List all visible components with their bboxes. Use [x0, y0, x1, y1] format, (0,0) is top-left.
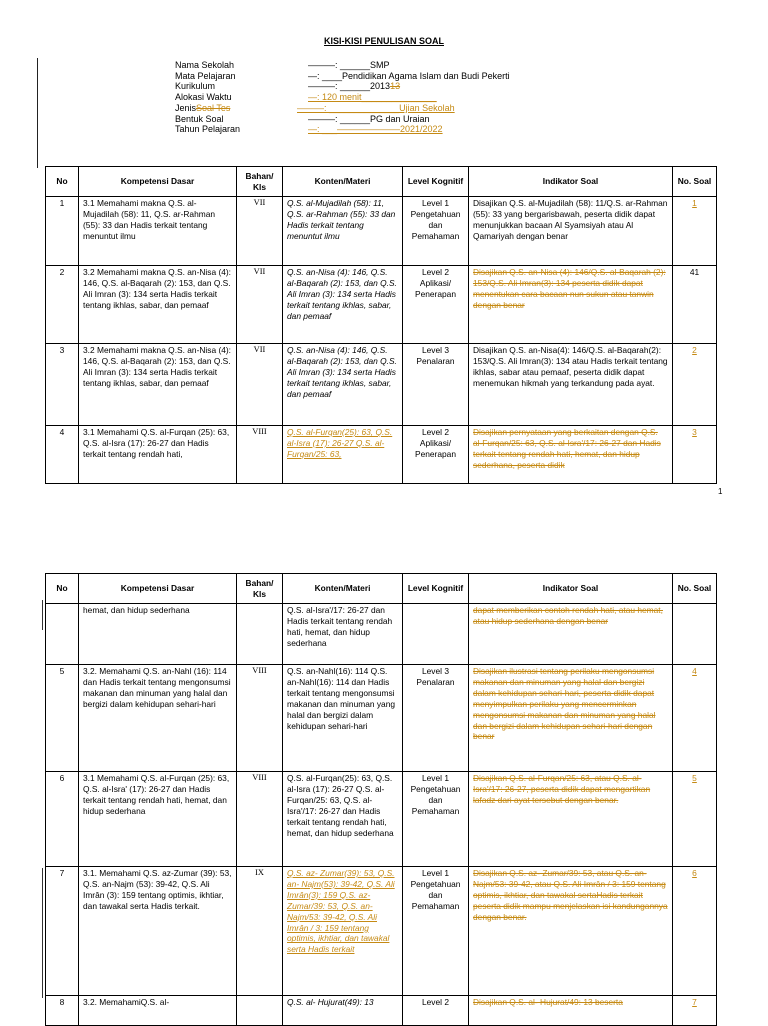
header-no-soal: No. Soal [673, 167, 717, 197]
info-value: ———: ______SMP [308, 60, 390, 70]
cell-kompetensi-dasar: 3.2 Memahami makna Q.S. an-Nisa (4): 146, Q.S. al-Baqarah (2): 153, dan Q.S. Ali Imran (3): 134 serta Hadis terkait tentang ikhlas, sabar, dan pemaaf [79, 266, 237, 344]
cell-kelas: VII [237, 344, 283, 426]
cell-indikator: Disajikan Q.S. az- Zumar/39: 53, atau Q.S. an- Najm/53: 39-42, atau Q.S. Ali Imrân / 3: 159 tentang optimis, ikhtiar, dan tawakal sertaHadis terkait peserta didik mampu menjelaskan isi kandungannya dengan benar. [469, 867, 673, 996]
cell-kelas: VIII [237, 665, 283, 772]
cell-kelas: VII [237, 266, 283, 344]
header-bahan-kls: Bahan/ Kls [237, 574, 283, 604]
info-label: Tahun Pelajaran [175, 124, 241, 135]
cell-materi: Q.S. an-Nahl(16): 114 Q.S. an-Nahl(16): 114 dan Hadis terkait tentang mengonsumsi makanan dan minuman yang halal dan bergizi dalam kehidupan sehari-hari [283, 665, 403, 772]
table-row [46, 426, 717, 484]
grid-table-page-1 [45, 166, 717, 484]
cell-materi: Q.S. an-Nisa (4): 146, Q.S. al-Baqarah (2): 153, dan Q.S. Ali Imran (3): 134 serta Hadis terkait tentang ikhlas, sabar, dan pemaaf [283, 344, 403, 426]
header-bahan-kls: Bahan/ Kls [237, 167, 283, 197]
cell-soal-link[interactable]: 7 [673, 996, 717, 1026]
cell-kompetensi-dasar: 3.1. Memahami Q.S. az-Zumar (39): 53, Q.S. an-Najm (53): 39-42, Q.S. Ali Imrân (3): 159 tentang optimis, ikhtiar, dan tawakal serta Hadis terkait. [79, 867, 237, 996]
cell-materi: Q.S. al-Isra'/17: 26-27 dan Hadis terkait tentang rendah hati, hemat, dan hidup sederhana [283, 604, 403, 665]
cell-indikator: Disajikan Q.S. al-Furqan/25: 63, atau Q.S. al-Isra'/17: 26-27, peserta didik dapat mengartikan lafadz dari ayat tersebut dengan benar. [469, 772, 673, 867]
info-label: Jenis [175, 102, 197, 113]
cell-kompetensi-dasar: 3.1 Memahami Q.S. al-Furqan (25): 63, Q.S. al-Isra' (17): 26-27 dan Hadis terkait tentang rendah hati, hemat, dan hidup sederhana [79, 772, 237, 867]
cell-level [403, 604, 469, 665]
revision-bar [37, 58, 38, 168]
cell-kompetensi-dasar: 3.1 Memahami Q.S. al-Furqan (25): 63, Q.S. al-Isra (17): 26-27 dan Hadis terkait tentang rendah hati, [79, 426, 237, 484]
cell-kelas: IX [237, 867, 283, 996]
cell-kelas: VIII [237, 426, 283, 484]
header-konten-materi: Konten/Materi [283, 574, 403, 604]
cell-indikator: Disajikan Q.S. an-Nisa(4): 146/Q.S. al-Baqarah(2): 153/Q.S. Ali Imran(3): 134 atau Hadis terkait tentang ikhlas, sabar atau pemaaf, peserta didik dapat menemukan hikmah yang terkandung pada ayat. [469, 344, 673, 426]
cell-soal-link[interactable]: 3 [673, 426, 717, 484]
cell-materi: Q.S. al-Furqan(25): 63, Q.S. al-Isra (17): 26-27 Q.S. al-Furqan/25: 63, [283, 426, 403, 484]
info-value: ———: ______PG dan Uraian [308, 113, 430, 124]
cell-soal: 41 [673, 266, 717, 344]
header-indikator-soal: Indikator Soal [469, 167, 673, 197]
info-label: Nama Sekolah [175, 60, 235, 70]
info-label: Mata Pelajaran [175, 70, 236, 81]
info-deleted: Soal Tes [196, 102, 231, 113]
cell-indikator: dapat memberikan contoh rendah hati, atau hemat, atau hidup sederhana dengan benar [469, 604, 673, 665]
cell-no: 4 [46, 426, 79, 484]
table-row [46, 344, 717, 426]
cell-kompetensi-dasar: 3.2. MemahamiQ.S. al- [79, 996, 237, 1026]
cell-no: 8 [46, 996, 79, 1026]
info-label: Kurikulum [175, 81, 216, 92]
cell-level: Level 2 Aplikasi/ Penerapan [403, 266, 469, 344]
cell-materi: Q.S. al-Furqan(25): 63, Q.S. al-Isra (17): 26-27 Q.S. al-Furqan/25: 63, Q.S. al-Isra'/17: 26-27 dan Hadis terkait tentang rendah hati, hemat, dan hidup sederhana [283, 772, 403, 867]
cell-indikator: Disajikan pernyataan yang berkaitan dengan Q.S. al-Furqan/25: 63, Q.S. al-Isra'/17: 26-27 dan Hadis terkait tentang rendah hati, hemat, dan hidup sederhana, peserta didik [469, 426, 673, 484]
info-value: ———: ______2013 [308, 81, 391, 92]
cell-soal [673, 604, 717, 665]
cell-level: Level 1 Pengetahuan dan Pemahaman [403, 867, 469, 996]
cell-soal-link[interactable]: 5 [673, 772, 717, 867]
cell-materi: Q.S. al- Hujurat(49): 13 [283, 996, 403, 1026]
cell-no: 1 [46, 197, 79, 266]
header-no-soal: No. Soal [673, 574, 717, 604]
cell-kelas [237, 604, 283, 665]
cell-kompetensi-dasar: 3.1 Memahami makna Q.S. al-Mujadilah (58): 11, Q.S. ar-Rahman (55): 33 dan Hadis terkait tentang menuntut ilmu [79, 197, 237, 266]
header-no: No [46, 167, 79, 197]
cell-indikator: Disajikan Q.S. al-Mujadilah (58): 11/Q.S. ar-Rahman (55): 33 yang bergarisbawah, peserta didik dapat menunjukkan bacaan Al Syamsiyah atau Al Qamariyah dengan benar [469, 197, 673, 266]
cell-indikator: Disajikan Q.S. an-Nisa (4): 146/Q.S. al-Baqarah (2): 153/Q.S. Ali Imran(3): 134 peserta didik dapat menentukan cara bacaan nun sukun atau tanwin dengan benar [469, 266, 673, 344]
info-value: —: ____Pendidikan Agama Islam dan Budi Pekerti [308, 70, 510, 81]
header-indikator-soal: Indikator Soal [469, 574, 673, 604]
document-title: KISI-KISI PENULISAN SOAL [323, 36, 444, 46]
cell-indikator: Disajikan ilustrasi tentang perilaku mengonsumsi makanan dan minuman yang halal dan bergizi dalam kehidupan sehari-hari, peserta didik dapat menyimpulkan perilaku yang mencerminkan mengonsumsi makanan dan minuman yang halal dan bergizi dalam kehidupan sehari-hari dengan benar [469, 665, 673, 772]
cell-no: 6 [46, 772, 79, 867]
table-row [46, 604, 717, 665]
info-label: Alokasi Waktu [175, 92, 232, 103]
cell-no [46, 604, 79, 665]
cell-materi: Q.S. az- Zumar(39): 53, Q.S. an- Najm(53): 39-42, Q.S. Ali Imrân(3): 159 Q.S. az- Zumar/39: 53, Q.S. an- Najm/53: 39-42, Q.S. Ali Imrân / 3: 159 tentang optimis, ikhtiar, dan tawakal serta Hadis terkait [283, 867, 403, 996]
revision-bar [42, 600, 43, 630]
cell-no: 2 [46, 266, 79, 344]
cell-level: Level 1 Pengetahuan dan Pemahaman [403, 197, 469, 266]
cell-kompetensi-dasar: 3.2. Memahami Q.S. an-Nahl (16): 114 dan Hadis terkait tentang mengonsumsi makanan dan minuman yang halal dan bergizi dalam kehidupan sehari-hari [79, 665, 237, 772]
cell-kelas [237, 996, 283, 1026]
info-label: Bentuk Soal [175, 113, 224, 124]
info-value: —: ___———————2021/2022 [308, 124, 443, 135]
header-no: No [46, 574, 79, 604]
cell-kelas: VII [237, 197, 283, 266]
cell-kompetensi-dasar: hemat, dan hidup sederhana [79, 604, 237, 665]
table-row [46, 665, 717, 772]
identity-block [175, 60, 510, 135]
grid-table-page-2 [45, 573, 717, 1026]
header-konten-materi: Konten/Materi [283, 167, 403, 197]
table-row [46, 996, 717, 1026]
info-value: —: 120 menit_______________ [308, 92, 437, 103]
cell-soal-link[interactable]: 1 [673, 197, 717, 266]
header-kompetensi-dasar: Kompetensi Dasar [79, 574, 237, 604]
cell-indikator: Disajikan Q.S. al- Hujurat/49: 13 beserta [469, 996, 673, 1026]
cell-level: Level 3 Penalaran [403, 344, 469, 426]
cell-materi: Q.S. an-Nisa (4): 146, Q.S. al-Baqarah (2): 153, dan Q.S. Ali Imran (3): 134 serta Hadis terkait tentang ikhlas, sabar, dan pemaaf [283, 266, 403, 344]
cell-soal-link[interactable]: 4 [673, 665, 717, 772]
cell-kelas: VIII [237, 772, 283, 867]
cell-soal-link[interactable]: 2 [673, 344, 717, 426]
page-number: 1 [718, 487, 723, 496]
cell-no: 3 [46, 344, 79, 426]
cell-level: Level 1 Pengetahuan dan Pemahaman [403, 772, 469, 867]
header-level-kognitif: Level Kognitif [403, 574, 469, 604]
header-kompetensi-dasar: Kompetensi Dasar [79, 167, 237, 197]
table-row [46, 197, 717, 266]
info-value: ———: ______________Ujian Sekolah [297, 102, 455, 113]
revision-bar [42, 868, 43, 998]
table-row [46, 266, 717, 344]
info-deleted: 13 [390, 81, 401, 92]
table-row [46, 867, 717, 996]
header-level-kognitif: Level Kognitif [403, 167, 469, 197]
cell-no: 5 [46, 665, 79, 772]
table-row [46, 772, 717, 867]
cell-level: Level 3 Penalaran [403, 665, 469, 772]
cell-no: 7 [46, 867, 79, 996]
cell-level: Level 2 [403, 996, 469, 1026]
cell-kompetensi-dasar: 3.2 Memahami makna Q.S. an-Nisa (4): 146, Q.S. al-Baqarah (2): 153, dan Q.S. Ali Imran (3): 134 serta Hadis terkait tentang ikhlas, sabar, dan pemaaf [79, 344, 237, 426]
cell-soal-link[interactable]: 6 [673, 867, 717, 996]
cell-materi: Q.S. al-Mujadilah (58): 11, Q.S. ar-Rahman (55): 33 dan Hadis terkait tentang menuntut ilmu [283, 197, 403, 266]
cell-level: Level 2 Aplikasi/ Penerapan [403, 426, 469, 484]
